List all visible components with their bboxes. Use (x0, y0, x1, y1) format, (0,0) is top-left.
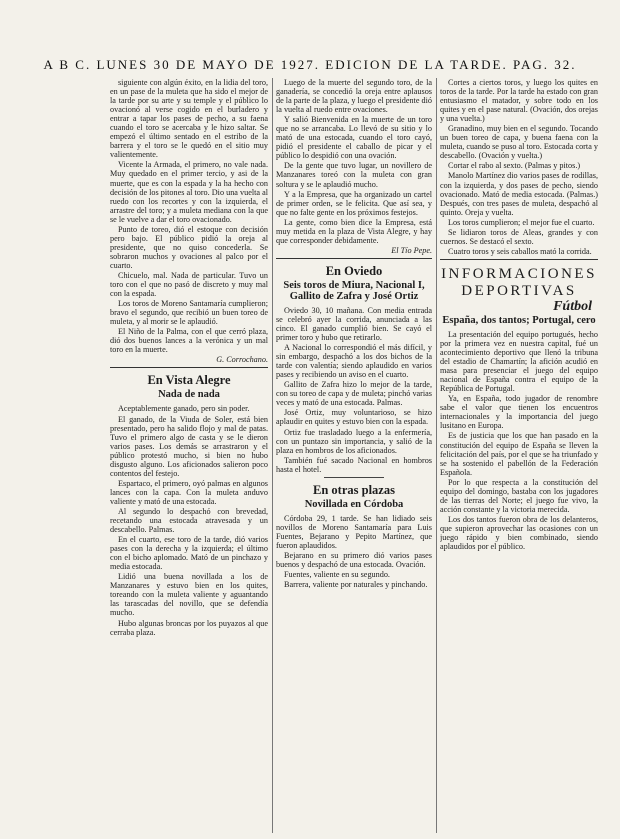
section-subtitle: Seis toros de Miura, Nacional I, Gallito de Zafra y José Ortiz (283, 279, 425, 302)
section-heading-line-1: INFORMACIONES (441, 265, 597, 282)
divider (110, 367, 268, 368)
paragraph: Se lidiaron toros de Aleas, grandes y con cuernos. Se destacó el sexto. (440, 227, 598, 246)
paragraph: Granadino, muy bien en el segundo. Tocando un buen toreo de capa, y buena faena con la muleta, cuando se puso al toro. Estocada corta y descabello. (Ovación y vuelta.) (440, 124, 598, 161)
paragraph: El Niño de la Palma, con el que cerró plaza, dió dos buenos lances a la verónica y un mal toro en la muerte. (110, 327, 268, 355)
paragraph: Luego de la muerte del segundo toro, de la ganadería, se concedió la oreja entre aplausos de la parte de la plaza, y luego el presidente dió la vuelta al ruedo entre ovaciones. (276, 78, 432, 115)
paragraph: Los dos tantos fueron obra de los delanteros, que supieron aprovechar las ocasiones con un juego rápido y bien combinado, siendo aplaudidos por el público. (440, 514, 598, 552)
paragraph: Al segundo lo despachó con brevedad, recetando una estocada atravesada y un descabello. Palmas. (110, 506, 268, 535)
section-title: En otras plazas (313, 482, 395, 497)
paragraph: Ortiz fue trasladado luego a la enfermería, con un puntazo sin importancia, y salió de la plaza en hombros de los aficionados. (276, 427, 432, 455)
paragraph: Bejarano en su primero dió varios pases buenos y despachó de una estocada. Ovación. (276, 550, 432, 569)
column-3 (440, 78, 598, 833)
paragraph: Espartaco, el primero, oyó palmas en algunos lances con la capa. Con la muleta anduvo valiente y mató de una estocada. (110, 478, 268, 506)
column-1 (110, 78, 268, 833)
paragraph: Chicuelo, mal. Nada de particular. Tuvo un toro con el que no pasó de discreto y muy mal con la espada. (110, 270, 268, 299)
paragraph: Cortes a ciertos toros, y luego los quites en toros de la tarde. Por la tarde ha estado con gran entusiasmo el matador, y sobre todo en los quites y en el pase natural. (Ovación, dos orejas y una vuelta.) (440, 78, 598, 124)
paragraph: Por lo que respecta a la constitución del equipo del domingo, bastaba con los jugadores de las tierras del Norte; el juego fue vivo, la acción constante y la victoria merecida. (440, 477, 598, 514)
byline: El Tío Pepe. (391, 245, 432, 255)
column-rule (436, 78, 437, 833)
paragraph: José Ortiz, muy voluntarioso, se hizo aplaudir en quites y estuvo bien con la espada. (276, 408, 432, 427)
paragraph: Cuatro toros y seis caballos mató la corrida. (448, 246, 592, 256)
column-2 (276, 78, 432, 833)
paragraph: Lidió una buena novillada a los de Manzanares y estuvo bien en los quites, toreando con la muleta valiente y aguantando las tarascadas del novillo, que se defendía mucho. (110, 572, 268, 618)
section-subtitle: Novillada en Córdoba (304, 498, 404, 510)
paragraph: Manolo Martínez dio varios pases de rodillas, con la izquierda, y dos pases de pecho, siendo ovacionado. Mató de media estocada. (Palmas.) Después, con tres pases de muleta, despachó al quinto. Oreja y vuelta. (440, 171, 598, 217)
paragraph: Oviedo 30, 10 mañana. Con media entrada se celebró ayer la corrida, anunciada a las cinco. El ganado cumplió bien. Se cayó el primer toro y hubo que retirarlo. (276, 305, 432, 343)
paragraph: De la gente que tuvo lugar, un novillero de Manzanares toreó con la muleta con gran soltura y se le aplaudió mucho. (276, 161, 432, 189)
paragraph: Los toros de Moreno Santamaría cumplieron; bravo el segundo, que recibió un buen toreo de muleta, y al morir se le aplaudió. (110, 299, 268, 327)
paragraph: Punto de toreo, dió el estoque con decisión pero bajo. El público pidió la oreja al presidente, que no quiso concederla. Se sobraron muchos y ovaciones al palco por el cuarto. (110, 224, 268, 270)
paragraph: Los toros cumplieron; el mejor fue el cuarto. (448, 217, 595, 227)
paragraph: siguiente con algún éxito, en la lidia del toro, en un pase de la muleta que ha sido el mejor de la tarde por su arte y su temple y el público lo ovacionó al verse cogido en el burladero y entrar a tapar los pases de pecho, a su faena cuando el toro se acercaba y le hizo saltar. Se empezó el último sentado en el estribo de la barrera y el toro se le quedó en el sitio muy valientemente. (110, 78, 268, 160)
paragraph: A Nacional lo correspondió el más difícil, y sin embargo, despachó a los dos bichos de la tarde con valentía; siendo aplaudido en varios pases y recibiendo un aviso en el cuarto. (276, 343, 432, 380)
section-subtitle: Nada de nada (158, 389, 220, 401)
section-heading (440, 266, 598, 300)
page-header: A B C. LUNES 30 DE MAYO DE 1927. EDICION DE LA TARDE. PAG. 32. (43, 57, 577, 72)
paragraph: Cortar el rabo al sexto. (Palmas y pitos.) (448, 161, 581, 171)
paragraph: Ya, en España, todo jugador de renombre sabe el valor que tienen los encuentros internacionales y la importancia del juego lusitano en Europa. (440, 394, 598, 431)
paragraph: Barrera, valiente por naturales y pinchando. (284, 580, 428, 590)
paragraph: Fuentes, valiente en su segundo. (284, 570, 390, 580)
paragraph: El ganado, de la Viuda de Soler, está bien presentado, pero ha salido flojo y mal de patas. Tuvo el primero algo de casta y se le dieron varios pases. Los demás se arrastraron y el público protestó mucho, si bien no hubo disgusto alguno. Los aficionados salieron poco contentos del festejo. (110, 414, 268, 478)
section-heading-line-2: DEPORTIVAS (461, 282, 577, 299)
divider (324, 477, 384, 478)
sport-title: Fútbol (553, 298, 592, 314)
paragraph: Y a la Empresa, que ha organizado un cartel de primer orden, se le felicita. Que así sea, y que no falte gente en los próximos festejos. (276, 189, 432, 217)
paragraph: Es de justicia que los que han pasado en la constitución del equipo de España se lleven la felicitación del país, por el que se ha triunfado y se ha sostenido el pabellón de la Federación Española. (440, 431, 598, 477)
paragraph: La presentación del equipo portugués, hecho por la primera vez en nuestra capital, fué un acontecimiento deportivo que llenó la tribuna del estadio de Chamartín; la afición acudió en masa para presenciar el juego del equipo nacional de España contra el equipo de la República de Portugal. (440, 329, 598, 394)
section-title: En Oviedo (325, 263, 383, 278)
paragraph: Hubo algunas broncas por los puyazos al que cerraba plaza. (110, 618, 268, 637)
paragraph: Vicente la Armada, el primero, no vale nada. Muy quedado en el primer tercio, y asi de la muerte, que es con la espada y la ha hecho con decisión de los pitones al toro. Dio una vuelta al ruedo con los recortes y con la izquierda, el arrastre del toro; y a muleta mediana con la que se le vuelve a dar el toro ovacionado. (110, 160, 268, 224)
paragraph: Y salió Bienvenida en la muerte de un toro que no se arrancaba. Lo llevó de su sitio y lo mató de una estocada, cuando el toro cayó, pidió el presidente el caballo de picar y el público lo despidió con una ovación. (276, 115, 432, 161)
divider (440, 259, 598, 260)
paragraph: Córdoba 29, 1 tarde. Se han lidiado seis novillos de Moreno Santamaría para Luis Fuentes, Bejarano y Pepito Martínez, que fueron aplaudidos. (276, 513, 432, 550)
paragraph: También fué sacado Nacional en hombros hasta el hotel. (276, 455, 432, 474)
divider (276, 258, 432, 259)
paragraph: Gallito de Zafra hizo lo mejor de la tarde, con su toreo de capa y de muleta; pinchó varias veces y mató de una estocada. Palmas. (276, 380, 432, 408)
section-title: En Vista Alegre (147, 373, 231, 388)
column-rule (272, 78, 273, 833)
paragraph: En el cuarto, ese toro de la tarde, dió varios pases con la derecha y la izquierda; el último con el bicho aplomado. Mató de un pinchazo y media estocada. (110, 535, 268, 572)
byline: G. Corrochano. (216, 355, 268, 365)
article-headline: España, dos tantos; Portugal, cero (442, 314, 596, 326)
paragraph: La gente, como bien dice la Empresa, está muy metida en la plaza de Vista Alegre, y hay que corresponder debidamente. (276, 217, 432, 245)
paragraph: Aceptablemente ganado, pero sin poder. (118, 404, 250, 414)
